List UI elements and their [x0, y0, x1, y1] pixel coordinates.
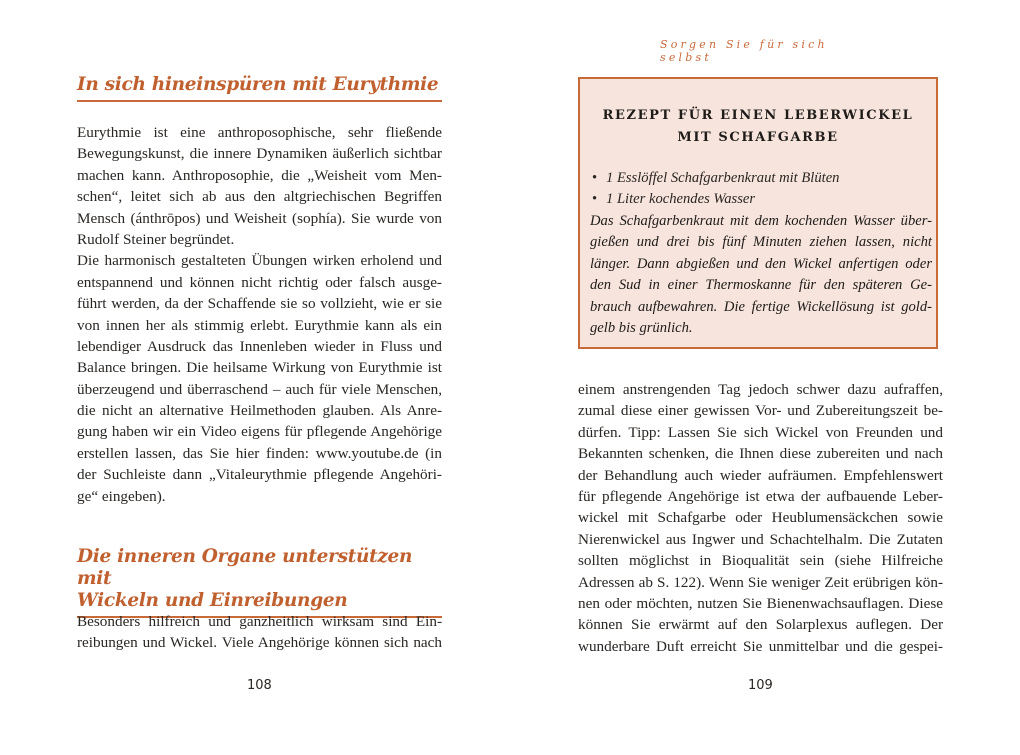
- text-line: Das Schafgarbenkraut mit dem kochenden Wasser über-: [590, 213, 932, 229]
- text-line: die nicht an alternative Heilmethoden glauben. Als Anre-: [77, 402, 442, 420]
- ingredient-list: [590, 168, 932, 211]
- text-line: den Sud in einer Thermoskanne für den späteren Ge-: [590, 277, 932, 294]
- text-line: nen oder möchten, nutzen Sie Bienenwachsauflagen. Diese: [578, 594, 943, 612]
- text-line: Adressen ab S. 122). Wenn Sie weniger Zeit erübrigen kön-: [578, 573, 943, 591]
- text-line: ge“ eingeben).: [77, 487, 166, 505]
- right-body-paragraph: [578, 379, 943, 657]
- section-heading-organe: [77, 546, 442, 618]
- text-line: zumal diese einer gewissen Vor- und Zubereitungszeit be-: [578, 402, 943, 420]
- page-number-left: 108: [247, 678, 272, 693]
- eurythmie-paragraph: [77, 122, 442, 507]
- ingredient-item: [590, 189, 932, 210]
- ingredient-text: 1 Liter kochendes Wasser: [606, 191, 756, 208]
- recipe-title: [580, 105, 936, 149]
- text-line: Bekannten schenken, die Ihnen diese zubereiten und nach: [578, 445, 943, 463]
- text-line: erstellen lassen, das Sie hier finden: www.youtube.de (in: [77, 444, 442, 462]
- text-line: für pflegende Angehörige ist etwa der aufbauende Leber-: [578, 487, 943, 505]
- text-line: gelb bis grünlich.: [590, 319, 693, 336]
- ingredient-item: [590, 168, 932, 189]
- text-line: der Suchleiste dann „Vitaleurythmie pflegende Angehöri-: [77, 466, 442, 484]
- text-line: sollten möglichst in Bioqualität sein (siehe Hilfreiche: [578, 552, 943, 570]
- text-line: machen kann. Anthroposophie, die „Weisheit vom Men-: [77, 166, 442, 184]
- text-line: wickel mit Schafgarbe oder Heublumensäckchen sowie: [578, 509, 943, 527]
- text-line: können Sie erwärmt auf den Solarplexus auflegen. Der: [578, 616, 943, 634]
- page-number-right: 109: [748, 678, 773, 693]
- text-line: Besonders hilfreich und ganzheitlich wirksam sind Ein-: [77, 613, 442, 630]
- bullet-icon: •: [592, 170, 598, 186]
- running-header: Sorgen Sie für sich selbst: [660, 38, 828, 64]
- text-line: schen“, leitet sich ab aus den altgriechischen Begriffen: [77, 188, 442, 206]
- text-line: reibungen und Wickel. Viele Angehörige können sich nach: [77, 634, 442, 652]
- text-line: Die harmonisch gestalteten Übungen wirken erholend und: [77, 252, 442, 270]
- text-line: Rudolf Steiner begründet.: [77, 230, 235, 248]
- text-line: länger. Dann abgießen und den Wickel anfertigen oder: [590, 255, 932, 272]
- text-line: von innen her als stimmig erlebt. Eurythmie kann als ein: [77, 316, 442, 334]
- text-line: brauch aufbewahren. Die fertige Wickellösung ist gold-: [590, 298, 932, 315]
- text-line: gung haben wir ein Video eigens für pflegende Angehörige: [77, 423, 442, 441]
- recipe-instructions: [590, 211, 932, 339]
- text-line: entspannend und können nicht richtig oder falsch ausge-: [77, 273, 442, 291]
- text-line: Bewegungskunst, die innere Dynamiken äußerlich sichtbar: [77, 145, 442, 163]
- right-page: [510, 0, 1020, 755]
- text-line: überzeugend und überraschend – auch für viele Menschen,: [77, 380, 442, 398]
- text-line: wunderbare Duft erreicht Sie unmittelbar und die gespei-: [578, 637, 943, 655]
- recipe-title-line-2: MIT SCHAFGARBE: [677, 130, 839, 145]
- text-line: Eurythmie ist eine anthroposophische, sehr fließende: [77, 124, 442, 141]
- section-heading-eurythmie: [77, 74, 442, 102]
- heading-line-1: Die inneren Organe unterstützen mit: [77, 546, 413, 589]
- text-line: dürfen. Tipp: Lassen Sie sich Wickel von Freunden und: [578, 423, 943, 441]
- text-line: lebendiger Ausdruck das Innenleben wieder in Fluss und: [77, 337, 442, 355]
- text-line: der Behandlung auch wieder aufräumen. Empfehlenswert: [578, 466, 943, 484]
- text-line: Mensch (ánthrōpos) und Weisheit (sophía). Sie wurde von: [77, 209, 442, 227]
- heading-line-2: Wickeln und Einreibungen: [77, 590, 348, 611]
- text-line: Balance bringen. Die heilsame Wirkung von Eurythmie ist: [77, 359, 442, 377]
- text-line: einem anstrengenden Tag jedoch schwer dazu aufraffen,: [578, 381, 943, 398]
- text-line: Nierenwickel aus Ingwer und Schachtelhalm. Die Zutaten: [578, 530, 943, 548]
- ingredient-text: 1 Esslöffel Schafgarbenkraut mit Blüten: [606, 170, 840, 186]
- text-line: führt werden, da der Schaffende sie so vollzieht, wie er sie: [77, 295, 442, 313]
- recipe-title-line-1: REZEPT FÜR EINEN LEBERWICKEL: [602, 108, 914, 123]
- recipe-box: [578, 77, 938, 349]
- text-line: gießen und drei bis fünf Minuten ziehen lassen, nicht: [590, 234, 932, 251]
- wickel-paragraph: [77, 611, 442, 654]
- bullet-icon: •: [592, 191, 598, 208]
- heading-text: In sich hineinspüren mit Eurythmie: [77, 74, 439, 95]
